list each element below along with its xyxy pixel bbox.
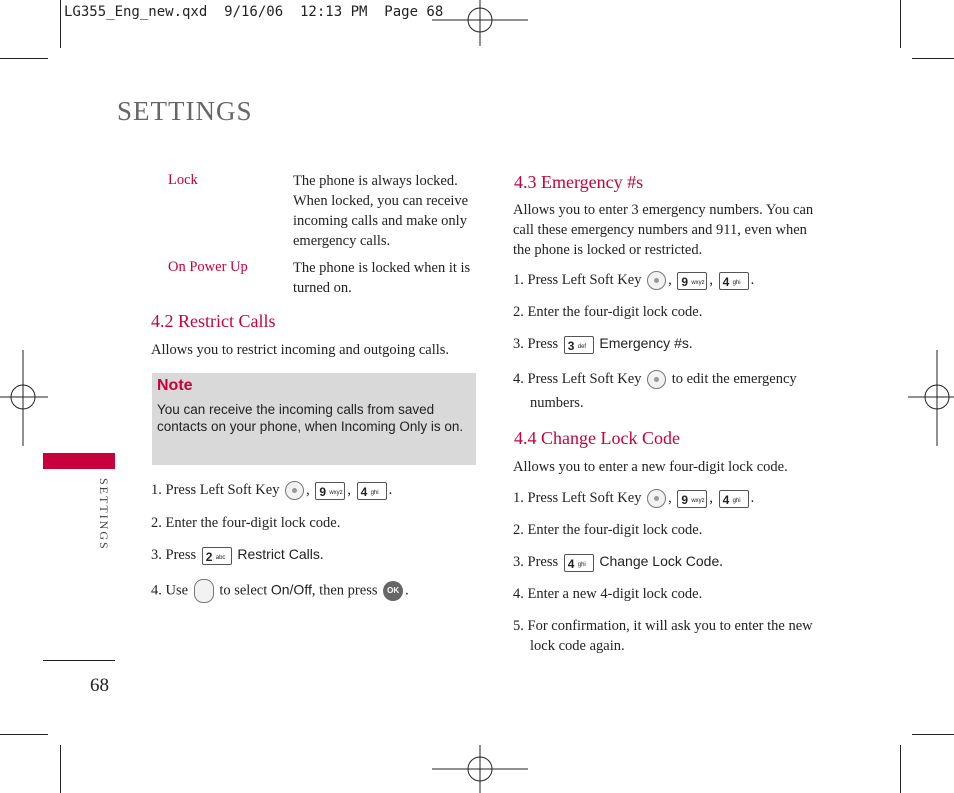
def-line: When locked, you can receive bbox=[293, 193, 469, 209]
section-heading-emergency: 4.3 Emergency #s bbox=[514, 172, 644, 192]
step-1 bbox=[151, 480, 392, 500]
punct: , bbox=[709, 272, 713, 288]
def-line: The phone is always locked. bbox=[293, 173, 458, 189]
change-step-5: 5. For confirmation, it will ask you to enter the new bbox=[513, 618, 813, 634]
punct: . bbox=[319, 547, 324, 563]
step-3 bbox=[151, 544, 323, 565]
step-text: 1. Press Left Soft Key bbox=[513, 272, 642, 288]
crop-mark bbox=[60, 745, 61, 793]
step-text: to select bbox=[219, 582, 268, 599]
registration-mark-right bbox=[908, 350, 954, 446]
key-num: 2 bbox=[205, 549, 213, 564]
left-soft-key-icon bbox=[647, 271, 666, 290]
key-letters: ghi bbox=[732, 497, 741, 504]
punct: . bbox=[688, 336, 693, 352]
key-4-icon bbox=[719, 272, 749, 290]
punct: , bbox=[668, 490, 672, 506]
key-num: 9 bbox=[681, 274, 689, 289]
def-desc-lock bbox=[293, 171, 488, 251]
key-num: 9 bbox=[681, 492, 689, 507]
def-line: The phone is locked when it is bbox=[293, 260, 471, 276]
key-letters: ghi bbox=[577, 561, 586, 568]
registration-mark-left bbox=[0, 350, 48, 446]
step-2: 2. Enter the four-digit lock code. bbox=[151, 515, 341, 531]
emergency-step-2: 2. Enter the four-digit lock code. bbox=[513, 304, 703, 320]
key-num: 3 bbox=[567, 338, 575, 353]
def-desc-on-power-up bbox=[293, 258, 488, 298]
key-4-icon bbox=[719, 490, 749, 508]
change-step-3 bbox=[513, 551, 723, 572]
emergency-step-3 bbox=[513, 333, 692, 354]
ok-key-icon: OK bbox=[383, 581, 403, 601]
key-letters: ghi bbox=[732, 279, 741, 286]
crop-mark bbox=[0, 58, 48, 59]
key-letters: ghi bbox=[370, 489, 379, 496]
step-text: , then press bbox=[311, 582, 378, 599]
punct: . bbox=[750, 272, 755, 288]
punct: . bbox=[388, 482, 393, 498]
step-text: 1. Press Left Soft Key bbox=[151, 482, 280, 498]
section-heading-restrict-calls: 4.2 Restrict Calls bbox=[151, 311, 276, 331]
section-intro: Allows you to restrict incoming and outgoing calls. bbox=[151, 342, 450, 358]
note-heading: Note bbox=[157, 377, 193, 394]
section-heading-change-lock-code: 4.4 Change Lock Code bbox=[514, 428, 680, 448]
intro-line: call these emergency numbers and 911, even when bbox=[513, 222, 807, 238]
key-9-icon bbox=[677, 272, 707, 290]
intro-line: Allows you to enter 3 emergency numbers. You can bbox=[513, 202, 814, 218]
footer-rule bbox=[43, 660, 115, 661]
punct: , bbox=[668, 272, 672, 288]
step-text: 4. Use bbox=[151, 582, 189, 599]
crop-mark bbox=[0, 734, 48, 735]
key-4-icon bbox=[564, 554, 594, 572]
menu-name: Change Lock Code bbox=[599, 553, 720, 569]
def-line: emergency calls. bbox=[293, 233, 391, 249]
crop-mark bbox=[60, 0, 61, 48]
change-step-2: 2. Enter the four-digit lock code. bbox=[513, 522, 703, 538]
option-name: On/Off bbox=[270, 581, 312, 598]
punct: . bbox=[719, 554, 723, 570]
def-line: turned on. bbox=[293, 280, 352, 296]
key-3-icon bbox=[564, 336, 594, 354]
step-4 bbox=[151, 579, 409, 603]
page-number: 68 bbox=[90, 675, 109, 696]
file-slug: LG355_Eng_new.qxd 9/16/06 12:13 PM Page 68 bbox=[64, 4, 444, 20]
emergency-step-4-cont: numbers. bbox=[530, 395, 584, 411]
key-9-icon bbox=[315, 482, 345, 500]
change-lock-intro: Allows you to enter a new four-digit lock code. bbox=[513, 459, 788, 475]
menu-name: Restrict Calls bbox=[237, 546, 320, 562]
step-text: 4. Press Left Soft Key bbox=[513, 371, 642, 387]
left-soft-key-icon bbox=[647, 370, 666, 389]
change-step-5-cont: lock code again. bbox=[530, 638, 625, 654]
nav-key-icon bbox=[194, 579, 214, 603]
def-term-on-power-up: On Power Up bbox=[168, 259, 248, 275]
key-num: 4 bbox=[722, 492, 730, 507]
def-term-lock: Lock bbox=[168, 172, 198, 188]
note-box bbox=[152, 373, 476, 465]
punct: . bbox=[750, 490, 755, 506]
crop-mark bbox=[900, 745, 901, 793]
left-soft-key-icon bbox=[647, 489, 666, 508]
step-text: to edit the emergency bbox=[671, 371, 797, 387]
registration-mark-bottom bbox=[432, 745, 528, 793]
left-soft-key-icon bbox=[285, 481, 304, 500]
key-9-icon bbox=[677, 490, 707, 508]
intro-line: the phone is locked or restricted. bbox=[513, 242, 703, 258]
menu-name: Emergency #s bbox=[599, 335, 689, 351]
step-text: 3. Press bbox=[513, 554, 559, 570]
change-step-1 bbox=[513, 488, 754, 508]
step-text: 1. Press Left Soft Key bbox=[513, 490, 642, 506]
key-4-icon bbox=[357, 482, 387, 500]
page-title: SETTINGS bbox=[117, 96, 253, 126]
key-letters: wxyz bbox=[329, 489, 343, 496]
key-num: 4 bbox=[722, 274, 730, 289]
key-num: 4 bbox=[567, 556, 575, 571]
crop-mark bbox=[912, 58, 954, 59]
key-letters: def bbox=[577, 343, 587, 350]
change-step-4: 4. Enter a new 4-digit lock code. bbox=[513, 586, 703, 602]
crop-mark bbox=[912, 734, 954, 735]
note-text: You can receive the incoming calls from saved contacts on your phone, when Incoming Only is on. bbox=[157, 402, 464, 434]
side-tab bbox=[43, 453, 115, 469]
key-letters: wxyz bbox=[691, 497, 705, 504]
punct: , bbox=[306, 482, 310, 498]
emergency-intro bbox=[513, 200, 843, 260]
punct: . bbox=[405, 582, 409, 599]
key-num: 9 bbox=[319, 484, 327, 499]
emergency-step-1 bbox=[513, 270, 754, 290]
step-text: 3. Press bbox=[151, 547, 197, 563]
registration-mark-top bbox=[432, 0, 528, 46]
side-label: SETTINGS bbox=[97, 478, 111, 551]
def-line: incoming calls and make only bbox=[293, 213, 467, 229]
punct: , bbox=[709, 490, 713, 506]
key-letters: wxyz bbox=[691, 279, 705, 286]
crop-mark bbox=[900, 0, 901, 48]
key-2-icon bbox=[202, 547, 232, 565]
step-text: 3. Press bbox=[513, 336, 559, 352]
key-letters: abc bbox=[215, 554, 226, 561]
punct: , bbox=[347, 482, 351, 498]
emergency-step-4 bbox=[513, 369, 797, 389]
key-num: 4 bbox=[360, 484, 368, 499]
